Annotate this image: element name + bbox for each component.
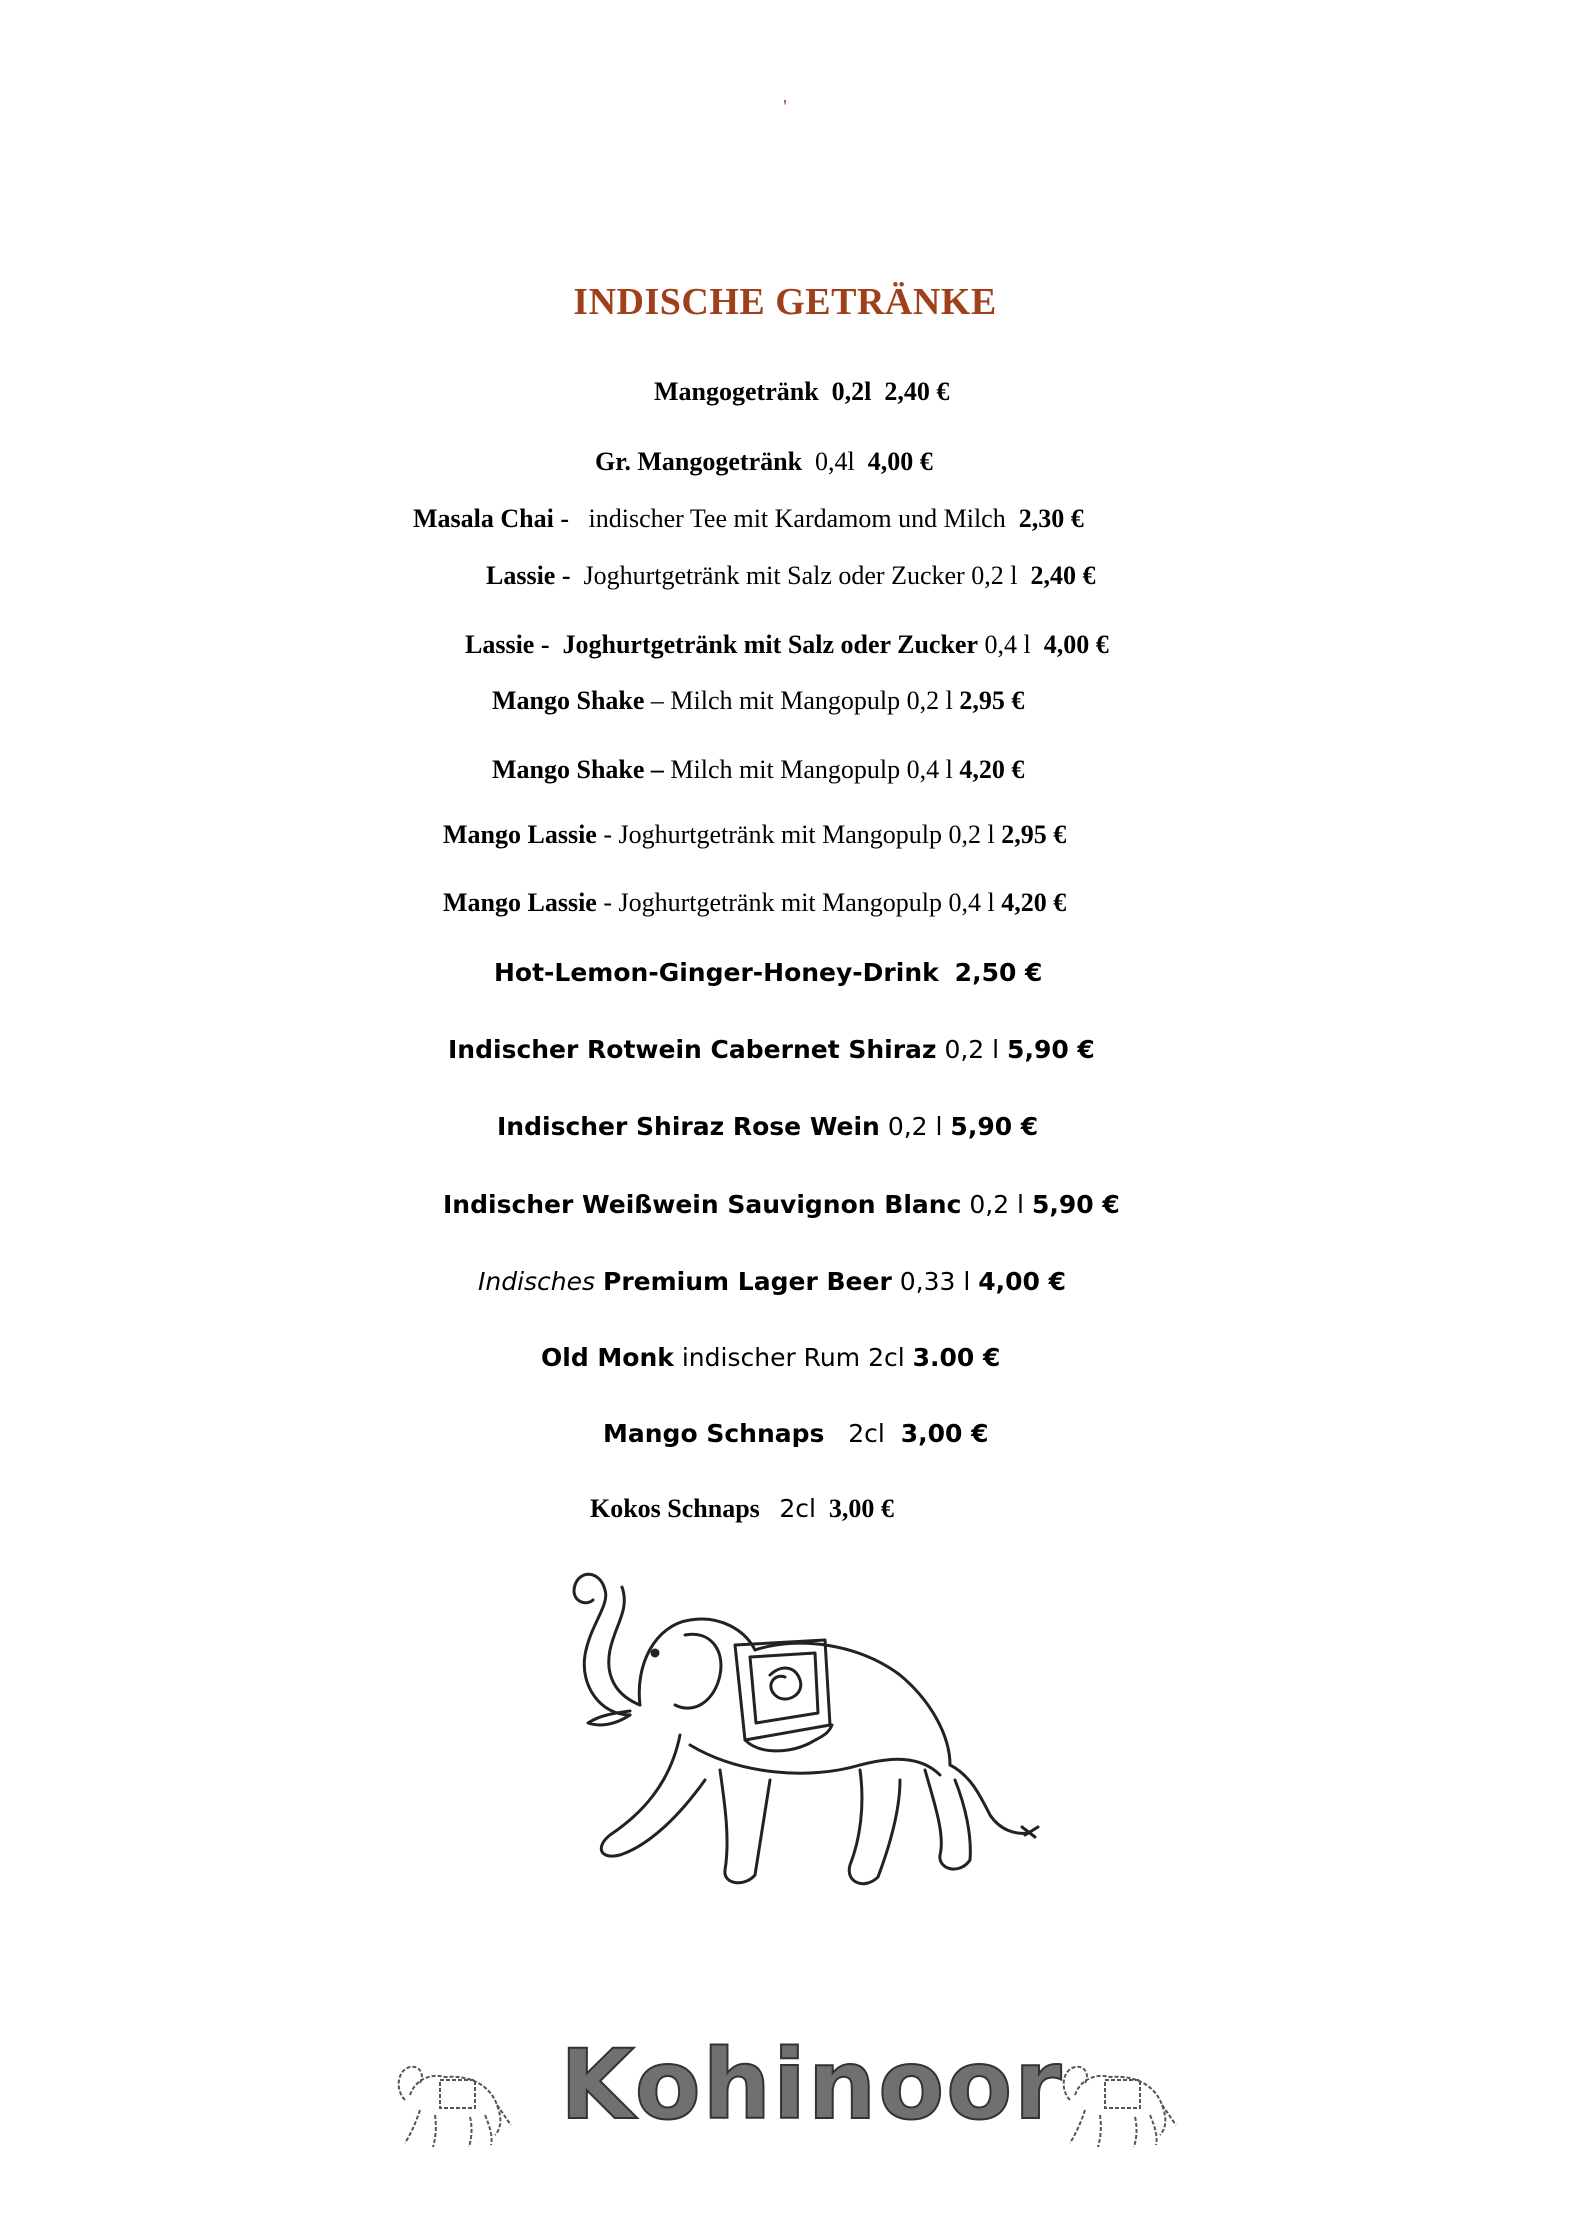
item-name: Gr. Mangogetränk — [595, 447, 803, 476]
item-desc: Joghurtgetränk mit Salz oder Zucker — [562, 630, 978, 659]
elephant-icon — [385, 2055, 515, 2155]
item-price: 5,90 € — [1031, 1190, 1120, 1219]
menu-item — [478, 1267, 1066, 1296]
item-size: 0,2 l — [887, 1112, 943, 1141]
menu-item — [654, 377, 949, 407]
item-size: 0,2 l — [969, 1190, 1024, 1219]
menu-item — [590, 1494, 894, 1524]
item-desc: - Joghurtgetränk mit Mangopulp 0,4 l — [603, 888, 995, 917]
item-price: 4,00 € — [1043, 630, 1109, 659]
restaurant-logo: Kohinoor — [560, 2029, 1064, 2141]
elephant-icon — [1050, 2055, 1180, 2155]
item-price: 2,30 € — [1018, 504, 1084, 533]
menu-item — [492, 755, 1024, 785]
item-name: Indischer Weißwein Sauvignon Blanc — [443, 1190, 962, 1219]
item-name-italic: Indisches — [478, 1267, 596, 1296]
item-name: Old Monk — [541, 1343, 674, 1372]
item-name: Lassie - — [465, 630, 550, 659]
item-name: Lassie - — [486, 561, 571, 590]
item-name: Mango Shake – — [492, 755, 664, 784]
item-name: Premium Lager Beer — [603, 1267, 892, 1296]
item-price: 2,40 € — [1030, 561, 1096, 590]
item-price: 5,90 € — [950, 1112, 1039, 1141]
item-size: 0,4l — [815, 447, 855, 476]
page-title: INDISCHE GETRÄNKE — [573, 281, 997, 323]
menu-item — [443, 1190, 1120, 1219]
item-size: 0,4 l — [984, 630, 1031, 659]
menu-item — [541, 1343, 1000, 1372]
item-price: 4,00 € — [978, 1267, 1067, 1296]
item-name: Mango Lassie — [443, 888, 597, 917]
item-size: 2cl — [848, 1419, 885, 1448]
item-name: Mango Schnaps — [603, 1419, 825, 1448]
item-desc: – Milch mit Mangopulp 0,2 l — [650, 686, 953, 715]
item-price: 4,00 € — [867, 447, 933, 476]
elephant-icon — [560, 1565, 1050, 1925]
item-name: Mango Lassie — [443, 820, 597, 849]
item-price: 3.00 € — [912, 1343, 1001, 1372]
menu-item — [448, 1035, 1095, 1064]
item-price: 2,50 € — [954, 958, 1043, 987]
item-name: Masala Chai - — [413, 504, 569, 533]
item-desc: indischer Rum 2cl — [681, 1343, 905, 1372]
item-size: 2cl — [779, 1494, 816, 1523]
item-name: Hot-Lemon-Ginger-Honey-Drink — [494, 958, 939, 987]
item-price: 4,20 € — [1001, 888, 1067, 917]
item-desc: - Joghurtgetränk mit Mangopulp 0,2 l — [603, 820, 995, 849]
menu-item — [465, 630, 1109, 660]
menu-item — [494, 958, 1042, 987]
menu-item — [603, 1419, 989, 1448]
item-price: 3,00 € — [828, 1494, 894, 1523]
menu-item — [413, 504, 1084, 534]
item-name: Mango Shake — [492, 686, 645, 715]
menu-item — [443, 888, 1066, 918]
header-mark: ' — [783, 96, 787, 118]
item-desc: Joghurtgetränk mit Salz oder Zucker 0,2 l — [583, 561, 1018, 590]
item-desc: indischer Tee mit Kardamom und Milch — [588, 504, 1006, 533]
item-name: Indischer Rotwein Cabernet Shiraz — [448, 1035, 937, 1064]
menu-item — [443, 820, 1066, 850]
item-size: 0,33 l — [899, 1267, 971, 1296]
item-price: 3,00 € — [900, 1419, 989, 1448]
menu-item — [492, 686, 1024, 716]
item-size: 0,2l — [831, 377, 872, 406]
item-desc: Milch mit Mangopulp 0,4 l — [670, 755, 953, 784]
item-price: 5,90 € — [1007, 1035, 1095, 1064]
item-price: 4,20 € — [959, 755, 1025, 784]
item-price: 2,40 € — [884, 377, 950, 406]
item-name: Indischer Shiraz Rose Wein — [497, 1112, 880, 1141]
item-size: 0,2 l — [944, 1035, 1000, 1064]
menu-item — [595, 447, 933, 477]
menu-item — [497, 1112, 1038, 1141]
item-name: Kokos Schnaps — [590, 1494, 760, 1523]
item-price: 2,95 € — [1001, 820, 1067, 849]
menu-item — [486, 561, 1095, 591]
item-price: 2,95 € — [959, 686, 1025, 715]
item-name: Mangogetränk — [654, 377, 819, 406]
